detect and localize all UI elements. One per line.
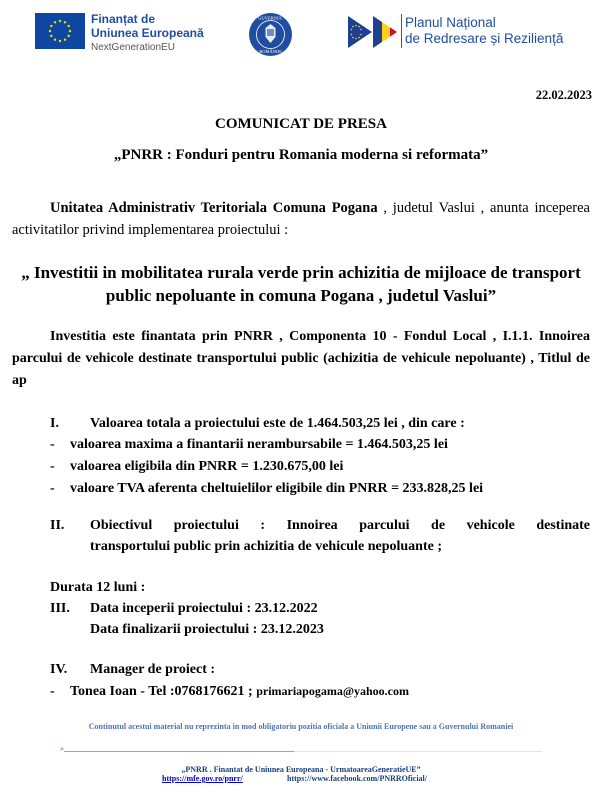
budget-item: valoare TVA aferenta cheltuielilor eligibile din PNRR = 233.828,25 lei xyxy=(70,481,484,496)
pnrr-logo-line2: de Redresare și Reziliență xyxy=(405,31,564,46)
bullet-dash: - xyxy=(50,459,55,474)
svg-text:ROMÂNIEI: ROMÂNIEI xyxy=(259,49,282,54)
intro-paragraph xyxy=(12,197,590,241)
duration-label: Durata 12 luni : xyxy=(50,580,146,595)
pnrr-arrows-icon xyxy=(348,16,400,48)
section-1-budget xyxy=(0,413,602,503)
section-4-manager xyxy=(0,659,602,703)
svg-text:GUVERNUL: GUVERNUL xyxy=(258,15,283,21)
manager-contact xyxy=(70,681,409,702)
document-title: COMUNICAT DE PRESA xyxy=(215,116,387,132)
eu-flag-icon xyxy=(35,13,85,49)
facebook-link[interactable]: https://www.facebook.com/PNRROficial/ xyxy=(287,774,427,783)
eu-disclaimer: Continutul acestui material nu reprezinta in mod obligatoriu pozitia oficiala a Uniunii Europene sau a Guvernului Romaniei xyxy=(88,722,514,731)
section-3-dates xyxy=(0,598,602,642)
manager-email[interactable]: primariapogama@yahoo.com xyxy=(256,684,410,698)
document-subtitle: „PNRR : Fonduri pentru Romania moderna si reformata” xyxy=(113,147,489,163)
bullet-dash: - xyxy=(50,481,55,496)
footer-slogan: „PNRR . Finantat de Uniunea Europeana - UrmatoareaGeneratieUE” xyxy=(181,765,421,774)
section-2-objective xyxy=(0,515,602,559)
budget-item: valoarea maxima a finantarii nerambursabile = 1.464.503,25 lei xyxy=(70,437,448,452)
pnrr-logo-line1: Planul Național xyxy=(405,15,496,30)
document-date: 22.02.2023 xyxy=(535,88,592,102)
start-date: Data inceperii proiectului : 23.12.2022 xyxy=(90,601,318,616)
eu-logo-line2: Uniunea Europeană xyxy=(91,26,204,40)
footer-divider-yellow xyxy=(294,751,542,752)
guvernul-romaniei-seal-icon xyxy=(248,12,293,57)
intro-text: , judetul Vaslui , anunta inceperea activitatilor privind implementarea proiectului : xyxy=(12,200,590,238)
footer-quote-mark: » xyxy=(60,744,64,753)
section-2-line1: Obiectivul proiectului : Innoirea parcului de vehicole destinate xyxy=(90,518,590,533)
funding-paragraph xyxy=(12,326,590,392)
budget-item: valoarea eligibila din PNRR = 1.230.675,00 lei xyxy=(70,459,344,474)
intro-entity: Unitatea Administrativ Teritoriala Comuna Pogana xyxy=(50,200,378,216)
bullet-dash: - xyxy=(50,437,55,452)
footer-divider-blue xyxy=(64,751,294,752)
project-title: „ Investitii in mobilitatea rurala verde prin achizitia de mijloace de transport public nepoluante in comuna Pogana , judetul Vaslui” xyxy=(21,263,581,305)
manager-name-phone: Tonea Ioan - Tel :0768176621 ; xyxy=(70,684,253,699)
funding-text: Investitia este finantata prin PNRR , Componenta 10 - Fondul Local , I.1.1. Innoirea parcului de vehicole destinate transportului public (achizitia de vehicule nepoluante) , Titlul de ap xyxy=(12,329,590,388)
section-4-number: IV. xyxy=(50,662,68,677)
logo-separator xyxy=(401,14,402,48)
eu-funding-logo-text xyxy=(91,12,204,55)
section-3-number: III. xyxy=(50,601,70,616)
eu-logo-line3: NextGenerationEU xyxy=(91,42,175,53)
mfe-link[interactable]: https://mfe.gov.ro/pnrr/ xyxy=(162,774,243,783)
section-4-text: Manager de proiect : xyxy=(90,662,216,677)
bullet-dash: - xyxy=(50,684,55,699)
section-1-text: Valoarea totala a proiectului este de 1.464.503,25 lei , din care : xyxy=(90,416,465,431)
pnrr-logo-text xyxy=(405,15,563,47)
section-1-number: I. xyxy=(50,416,59,431)
section-2-number: II. xyxy=(50,518,65,533)
section-2-line2: transportului public prin achizitia de vehicule nepoluante ; xyxy=(90,539,442,554)
eu-logo-line1: Finanțat de xyxy=(91,12,156,26)
end-date: Data finalizarii proiectului : 23.12.2023 xyxy=(90,622,324,637)
